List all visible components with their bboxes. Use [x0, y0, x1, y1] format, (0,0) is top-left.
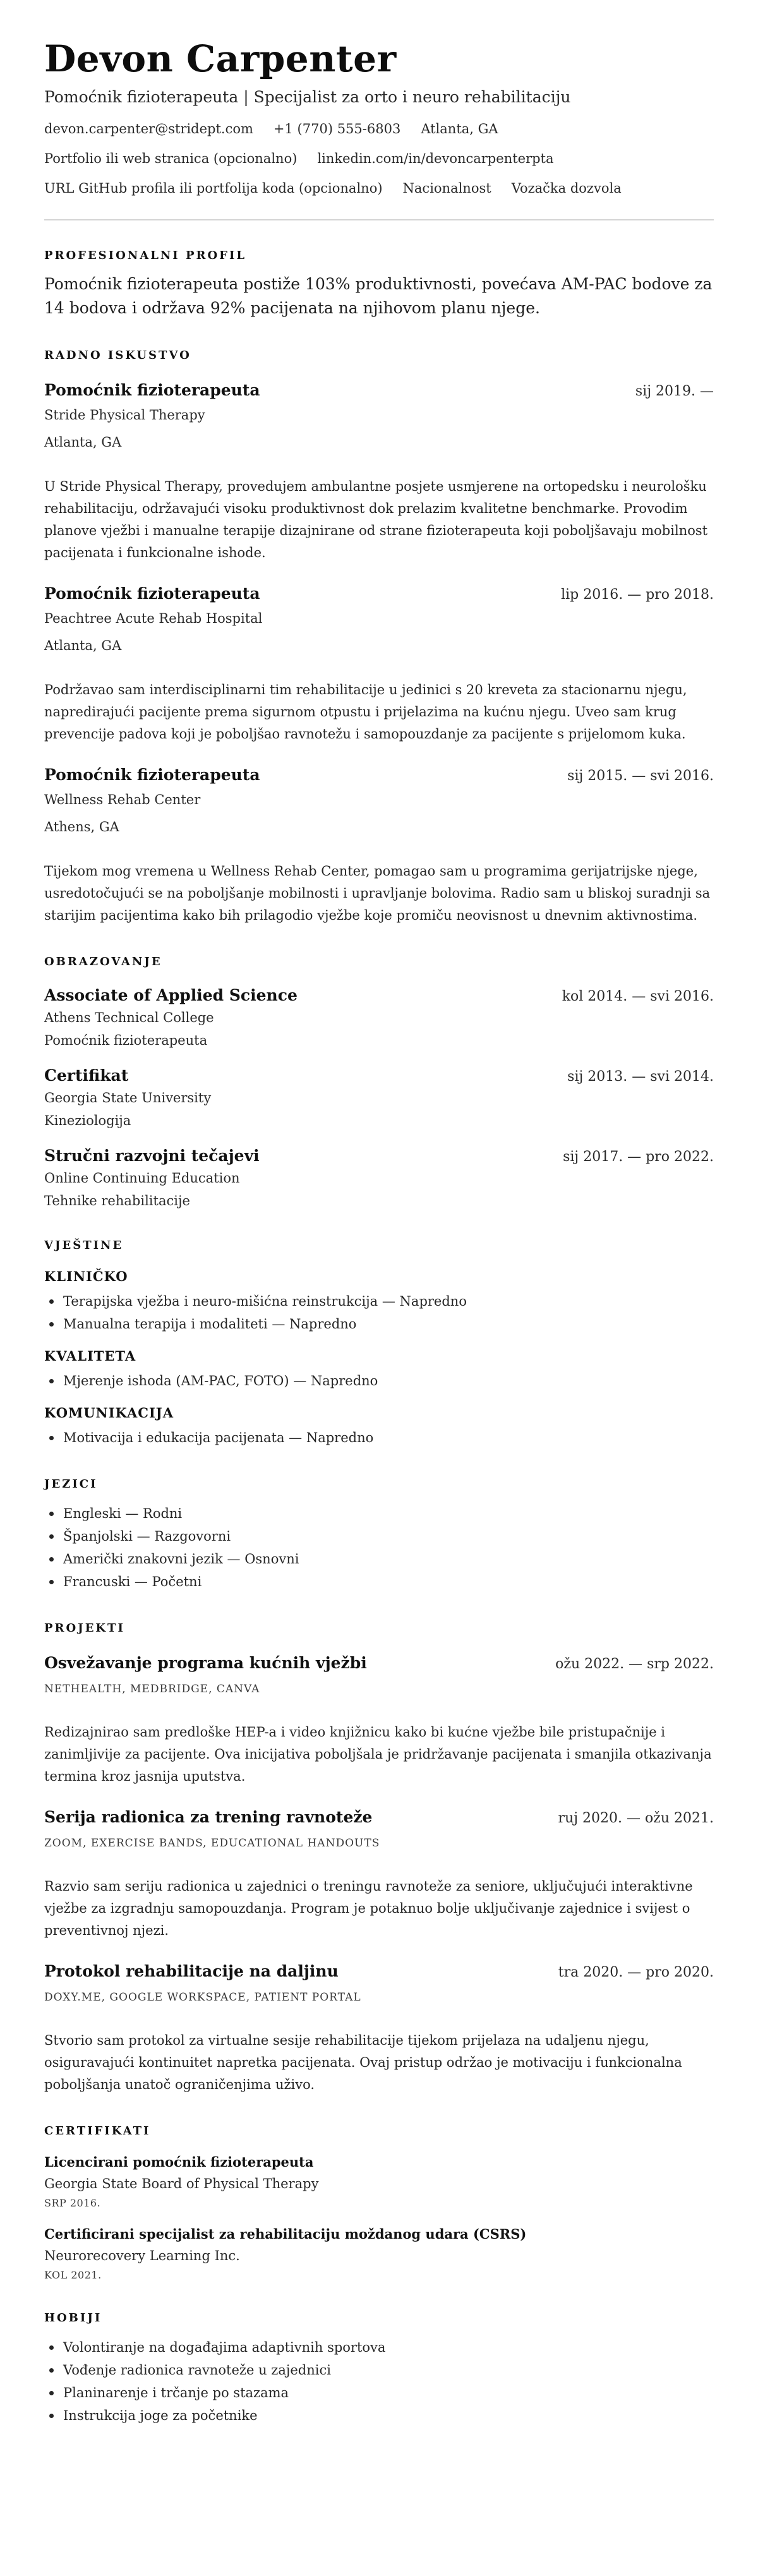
job-dates: lip 2016. — pro 2018.	[561, 587, 714, 603]
job-title: Pomoćnik fizioterapeuta	[44, 584, 260, 603]
contact-linkedin[interactable]: linkedin.com/in/devoncarpenterpta	[317, 151, 554, 166]
contact-github[interactable]: URL GitHub profila ili portfolija koda (opcionalno)	[44, 181, 383, 196]
degree-dates: sij 2017. — pro 2022.	[563, 1149, 714, 1165]
certification-entry	[44, 2153, 714, 2211]
contact-row-extra	[44, 179, 714, 198]
skill-item: Terapijska vježba i neuro-mišićna reinstrukcija — Napredno	[44, 1290, 714, 1313]
hobby-list	[44, 2336, 714, 2427]
contact-phone[interactable]: +1 (770) 555-6803	[273, 121, 401, 136]
job-location: Atlanta, GA	[44, 638, 122, 653]
degree-dates: kol 2014. — svi 2016.	[562, 989, 714, 1004]
section-title-experience: RADNO ISKUSTVO	[44, 349, 191, 362]
hobby-item: Vođenje radionica ravnoteže u zajednici	[44, 2359, 714, 2381]
section-title-hobbies: HOBIJI	[44, 2311, 102, 2325]
certification-name: Certificirani specijalist za rehabilitaciju moždanog udara (CSRS)	[44, 2226, 527, 2242]
section-title-certifications: CERTIFIKATI	[44, 2124, 151, 2138]
experience-section	[44, 348, 714, 927]
school-name: Georgia State University	[44, 1090, 212, 1105]
experience-entry	[44, 380, 714, 564]
job-description: U Stride Physical Therapy, provedujem ambulantne posjete usmjerene na ortopedsku i neurološku rehabilitaciju, održavajući visoku produktivnost dok prelazim kvalitetne benchmarke. Provodim planove vježbi i manualne terapije dizajnirane od strane fizioterapeuta koji poboljšavaju mobilnost pacijenata i funkcionalne ishode.	[44, 479, 708, 560]
section-title-profile: PROFESIONALNI PROFIL	[44, 249, 247, 262]
resume-header	[44, 37, 714, 198]
project-tech: NETHEALTH, MEDBRIDGE, CANVA	[44, 1683, 260, 1695]
project-entry	[44, 1807, 714, 1942]
contact-location: Atlanta, GA	[421, 121, 498, 136]
language-list	[44, 1502, 714, 1593]
hobby-item: Planinarenje i trčanje po stazama	[44, 2381, 714, 2404]
skills-section	[44, 1238, 714, 1449]
skill-list	[44, 1426, 714, 1449]
skill-list	[44, 1290, 714, 1335]
languages-section	[44, 1477, 714, 1593]
job-title: Pomoćnik fizioterapeuta	[44, 766, 260, 784]
job-title: Pomoćnik fizioterapeuta	[44, 381, 260, 399]
profile-summary: Pomoćnik fizioterapeuta postiže 103% produktivnosti, povećava AM-PAC bodove za 14 bodova i održava 92% pacijenata na njihovom planu njege.	[44, 275, 713, 317]
section-title-skills: VJEŠTINE	[44, 1239, 124, 1252]
job-company: Stride Physical Therapy	[44, 407, 205, 423]
job-description: Podržavao sam interdisciplinarni tim rehabilitacije u jedinici s 20 kreveta za stacionarnu njegu, napredirajući pacijente prema sigurnom otpustu i prijelazima na kućnu njegu. Uveo sam krug prevencije padova koji je poboljšao ravnotežu i samopouzdanje za pacijente s prijelomom kuka.	[44, 682, 687, 742]
certification-entry	[44, 2225, 714, 2283]
education-section	[44, 954, 714, 1210]
field-of-study: Kineziologija	[44, 1113, 131, 1128]
project-description: Razvio sam seriju radionica u zajednici o treningu ravnoteže za seniore, uključujući interaktivne vježbe za izgradnju samopouzdanja. Program je potaknuo bolje uključivanje zajednice i svijest o preventivnoj njezi.	[44, 1879, 693, 1938]
language-item: Engleski — Rodni	[44, 1502, 714, 1525]
field-of-study: Tehnike rehabilitacije	[44, 1193, 190, 1208]
education-entry	[44, 1145, 714, 1210]
job-company: Wellness Rehab Center	[44, 792, 201, 807]
project-tech: ZOOM, EXERCISE BANDS, EDUCATIONAL HANDOUTS	[44, 1837, 380, 1850]
degree-dates: sij 2013. — svi 2014.	[567, 1069, 714, 1085]
project-name: Serija radionica za trening ravnoteže	[44, 1808, 373, 1826]
skill-item: Motivacija i edukacija pacijenata — Napredno	[44, 1426, 714, 1449]
section-title-education: OBRAZOVANJE	[44, 955, 162, 968]
field-of-study: Pomoćnik fizioterapeuta	[44, 1033, 208, 1048]
hobby-item: Instrukcija joge za početnike	[44, 2404, 714, 2427]
skill-category-title: KOMUNIKACIJA	[44, 1405, 174, 1421]
certification-date: KOL 2021.	[44, 2269, 102, 2281]
certification-issuer: Georgia State Board of Physical Therapy	[44, 2176, 319, 2191]
contact-nationality: Nacionalnost	[402, 181, 491, 196]
candidate-headline: Pomoćnik fizioterapeuta | Specijalist za orto i neuro rehabilitaciju	[44, 88, 571, 106]
section-title-languages: JEZICI	[44, 1478, 98, 1491]
project-name: Osvežavanje programa kućnih vježbi	[44, 1654, 367, 1672]
project-entry	[44, 1961, 714, 2096]
project-dates: ruj 2020. — ožu 2021.	[558, 1810, 714, 1826]
job-location: Atlanta, GA	[44, 435, 122, 450]
hobby-item: Volontiranje na događajima adaptivnih sportova	[44, 2336, 714, 2359]
candidate-name: Devon Carpenter	[44, 37, 397, 80]
contact-row-links	[44, 149, 714, 168]
profile-section	[44, 248, 714, 320]
school-name: Athens Technical College	[44, 1010, 214, 1025]
education-entry	[44, 985, 714, 1050]
project-tech: DOXY.ME, GOOGLE WORKSPACE, PATIENT PORTAL	[44, 1991, 361, 2004]
header-divider	[44, 219, 714, 220]
project-name: Protokol rehabilitacije na daljinu	[44, 1962, 339, 1980]
skill-list	[44, 1369, 714, 1392]
hobbies-section	[44, 2311, 714, 2427]
projects-section	[44, 1621, 714, 2096]
project-description: Redizajnirao sam predloške HEP-a i video knjižnicu kako bi kućne vježbe bile pristupačnije i zanimljivije za pacijente. Ova inicijativa poboljšala je pridržavanje pacijenata i smanjila otkazivanja termina kroz jasnija uputstva.	[44, 1724, 712, 1784]
contact-row-primary	[44, 119, 714, 138]
job-description: Tijekom mog vremena u Wellness Rehab Center, pomagao sam u programima gerijatrijske njege, usredotočujući se na poboljšanje mobilnosti i upravljanje bolovima. Radio sam u bliskoj suradnji sa starijim pacijentima kako bih prilagodio vježbe koje promiču neovisnost u dnevnim aktivnostima.	[44, 864, 711, 923]
language-item: Američki znakovni jezik — Osnovni	[44, 1548, 714, 1570]
certification-date: SRP 2016.	[44, 2197, 101, 2209]
certification-issuer: Neurorecovery Learning Inc.	[44, 2248, 240, 2263]
section-title-projects: PROJEKTI	[44, 1622, 125, 1635]
job-dates: sij 2019. —	[635, 383, 714, 399]
job-dates: sij 2015. — svi 2016.	[567, 768, 714, 784]
language-item: Španjolski — Razgovorni	[44, 1525, 714, 1548]
degree-title: Stručni razvojni tečajevi	[44, 1147, 260, 1165]
certifications-section	[44, 2124, 714, 2283]
skill-item: Mjerenje ishoda (AM-PAC, FOTO) — Napredno	[44, 1369, 714, 1392]
skill-category-title: KLINIČKO	[44, 1268, 128, 1284]
job-location: Athens, GA	[44, 819, 119, 834]
project-description: Stvorio sam protokol za virtualne sesije rehabilitacije tijekom prijelaza na udaljenu njegu, osiguravajući kontinuitet napretka pacijenata. Ovaj pristup održao je motivaciju i funkcionalna poboljšanja unatoč ograničenjima uživo.	[44, 2033, 682, 2092]
project-dates: tra 2020. — pro 2020.	[558, 1965, 714, 1980]
contact-email[interactable]: devon.carpenter@stridept.com	[44, 121, 253, 136]
degree-title: Associate of Applied Science	[44, 986, 298, 1004]
project-dates: ožu 2022. — srp 2022.	[555, 1656, 714, 1672]
job-company: Peachtree Acute Rehab Hospital	[44, 611, 263, 626]
language-item: Francuski — Početni	[44, 1570, 714, 1593]
experience-entry	[44, 583, 714, 745]
skill-category-title: KVALITETA	[44, 1348, 136, 1364]
experience-entry	[44, 764, 714, 927]
certification-name: Licencirani pomoćnik fizioterapeuta	[44, 2154, 314, 2170]
contact-license: Vozačka dozvola	[511, 181, 622, 196]
project-entry	[44, 1652, 714, 1788]
skill-item: Manualna terapija i modaliteti — Napredno	[44, 1313, 714, 1335]
contact-portfolio[interactable]: Portfolio ili web stranica (opcionalno)	[44, 151, 298, 166]
degree-title: Certifikat	[44, 1066, 129, 1085]
education-entry	[44, 1065, 714, 1130]
school-name: Online Continuing Education	[44, 1171, 240, 1186]
